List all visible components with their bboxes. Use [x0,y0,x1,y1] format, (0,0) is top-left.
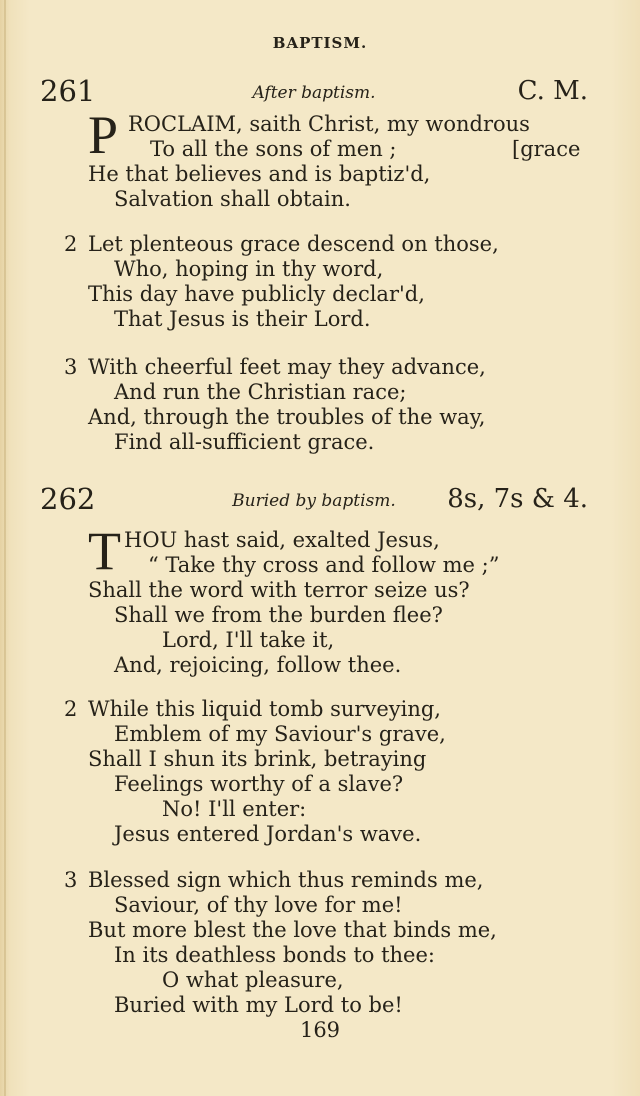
hymn-number: 261 [40,74,96,108]
hymn-title: Buried by baptism. [232,491,396,511]
drop-cap: P [88,105,119,165]
verse-line: O what pleasure, [162,968,344,992]
hymn-261-header [40,74,588,108]
drop-cap: T [88,521,121,581]
verse-line: With cheerful feet may they advance, [88,355,486,379]
verse-line: But more blest the love that binds me, [88,918,497,942]
page-number: 169 [299,1018,341,1042]
verse-line-runover: [grace [512,137,581,161]
verse-line: He that believes and is baptiz'd, [88,162,431,186]
verse-line: Emblem of my Saviour's grave, [114,722,446,746]
page-gutter-edge [4,0,6,1096]
verse-line: Buried with my Lord to be! [114,993,403,1017]
verse-line: Shall we from the burden flee? [114,603,443,627]
hymn-title: After baptism. [252,83,376,103]
verse-number: 3 [64,868,78,892]
verse-line: That Jesus is their Lord. [114,307,371,331]
verse-line: ROCLAIM, saith Christ, my wondrous [128,112,530,136]
hymn-number: 262 [40,482,96,516]
verse-line: And, through the troubles of the way, [88,405,486,429]
verse-line: Let plenteous grace descend on those, [88,232,499,256]
verse-line: While this liquid tomb surveying, [88,697,441,721]
verse-number: 3 [64,355,78,379]
verse-line: And run the Christian race; [114,380,407,404]
verse-line: To all the sons of men ; [150,137,397,161]
hymn-262-header [40,482,588,516]
verse-line: No! I'll enter: [162,797,307,821]
verse-line: Jesus entered Jordan's wave. [114,822,422,846]
verse-line: HOU hast said, exalted Jesus, [124,528,440,552]
verse-line: Salvation shall obtain. [114,187,351,211]
verse-line: “ Take thy cross and follow me ;” [148,553,500,577]
verse-line: Saviour, of thy love for me! [114,893,403,917]
verse-line: Blessed sign which thus reminds me, [88,868,484,892]
verse-line: And, rejoicing, follow thee. [114,653,402,677]
verse-line: Lord, I'll take it, [162,628,335,652]
verse-line: Shall I shun its brink, betraying [88,747,427,771]
verse-line: This day have publicly declar'd, [88,282,425,306]
verse-line: Find all-sufficient grace. [114,430,375,454]
hymn-meter: C. M. [517,76,588,106]
verse-number: 2 [64,232,78,256]
hymn-meter: 8s, 7s & 4. [447,484,588,514]
verse-line: Shall the word with terror seize us? [88,578,470,602]
running-head: BAPTISM. [272,34,368,52]
verse-number: 2 [64,697,78,721]
verse-line: Who, hoping in thy word, [114,257,384,281]
verse-line: In its deathless bonds to thee: [114,943,435,967]
verse-line: Feelings worthy of a slave? [114,772,404,796]
